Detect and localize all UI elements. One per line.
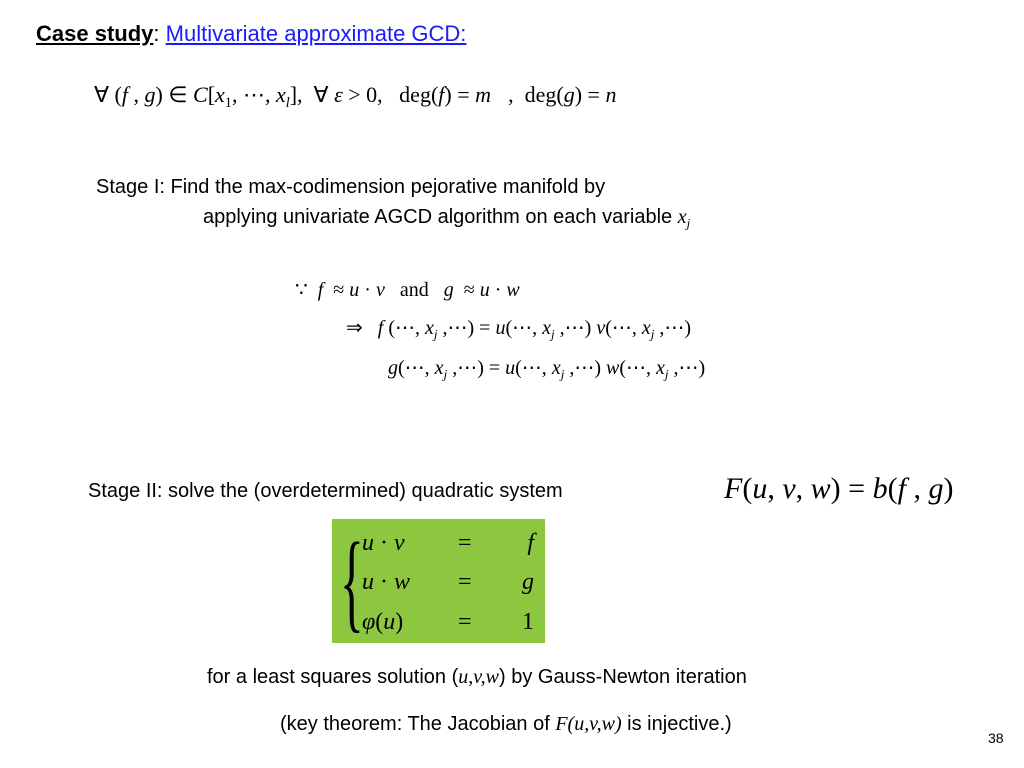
system-row xyxy=(362,525,540,561)
system-equation: F(u, v, w) = b(f , g) xyxy=(724,472,954,505)
approx-relation: ∵ f ≈ u · v and g ≈ u · w xyxy=(295,279,520,301)
key-theorem-func: F(u,v,w) xyxy=(555,713,622,735)
least-squares-note xyxy=(207,666,747,689)
title-colon: : xyxy=(153,21,160,46)
stage-one xyxy=(96,172,690,232)
system-row xyxy=(362,604,540,640)
slide-title xyxy=(36,21,466,47)
implication-g: g(⋯, $x_j$ ,⋯) = u(⋯, $x_j$ ,⋯) w(⋯, $x_j$ ,⋯) xyxy=(388,357,706,382)
least-squares-after: ) by Gauss-Newton iteration xyxy=(498,666,747,688)
left-brace: { xyxy=(340,520,364,642)
system-row xyxy=(362,564,540,600)
least-squares-vars: u,v,w xyxy=(458,666,499,688)
stage-one-line2-text: applying univariate AGCD algorithm on each variable xyxy=(203,206,673,228)
implication-f: ⇒ f (⋯, $x_j$ ,⋯) = u(⋯, $x_j$ ,⋯) v(⋯, $x_j$ ,⋯) xyxy=(346,317,692,342)
title-label: Case study xyxy=(36,21,154,46)
system-row-rhs: 1 xyxy=(522,609,534,635)
stage-two: Stage II: solve the (overdetermined) quadratic system xyxy=(88,480,563,502)
stage-one-line2 xyxy=(96,202,690,232)
system-row-rhs: g xyxy=(522,569,534,595)
title-link[interactable]: Multivariate approximate GCD: xyxy=(165,21,467,46)
stage-one-line1: Stage I: Find the max-codimension pejorative manifold by xyxy=(96,176,606,198)
system-row-lhs: u · w xyxy=(362,569,411,595)
system-row-lhs: φ(u) xyxy=(362,609,404,635)
page-number: 38 xyxy=(988,730,1004,746)
system-row-op: = xyxy=(458,569,472,595)
key-theorem-after: is injective.) xyxy=(621,713,732,735)
system-row-op: = xyxy=(458,530,472,556)
domain-statement: ∀ (f , g) ∈ $C[x_1$, ⋯, $x_l$], ∀ ε > 0, deg(f) = m⃗, deg(g) = n⃗ xyxy=(94,82,634,111)
system-row-op: = xyxy=(458,609,472,635)
key-theorem-before: (key theorem: The Jacobian of xyxy=(280,713,556,735)
least-squares-before: for a least squares solution ( xyxy=(207,666,459,688)
equation-system-box xyxy=(332,519,545,643)
variable-xj: $x_j$ xyxy=(677,206,691,231)
system-row-lhs: u · v xyxy=(362,530,405,556)
key-theorem-note xyxy=(280,713,732,736)
system-row-rhs: f xyxy=(527,530,534,556)
